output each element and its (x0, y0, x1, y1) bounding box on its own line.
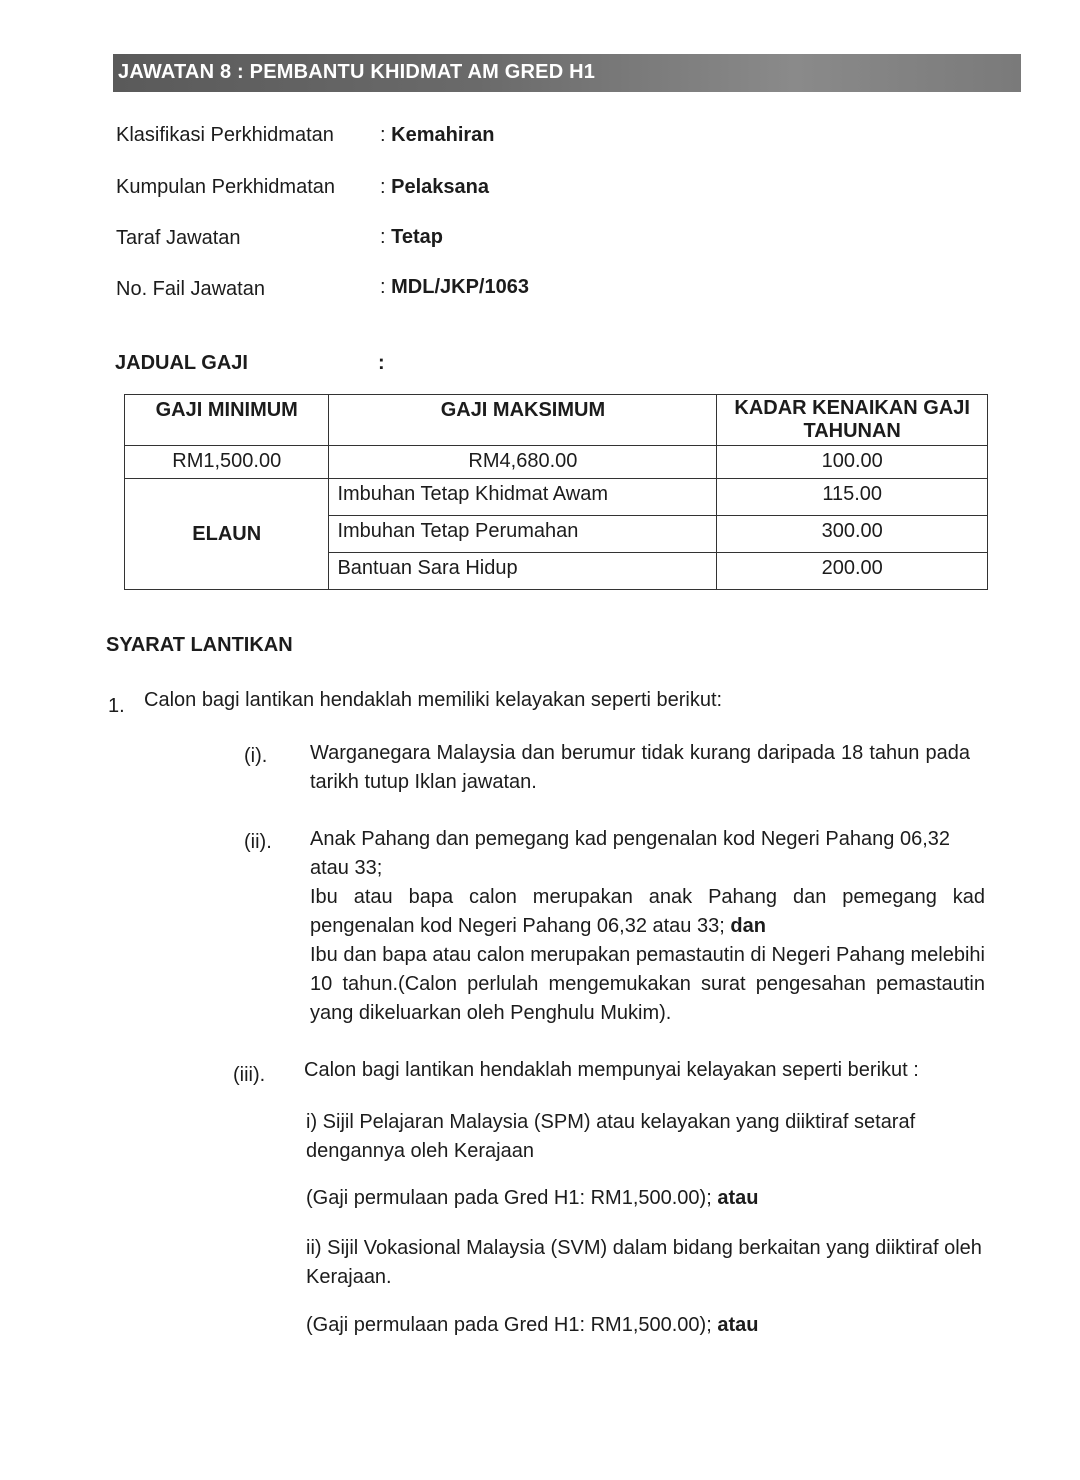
page-title: JAWATAN 8 : PEMBANTU KHIDMAT AM GRED H1 (118, 61, 596, 83)
syarat-item-iii: Calon bagi lantikan hendaklah mempunyai kelayakan seperti berikut : (304, 1059, 919, 1081)
header-gaji-maksimum: GAJI MAKSIMUM (329, 395, 717, 446)
header-gaji-minimum: GAJI MINIMUM (125, 395, 329, 446)
roman-numeral: (iii). (233, 1064, 266, 1086)
cell-elaun-label: ELAUN (125, 479, 329, 590)
cell-elaun-amount: 300.00 (717, 516, 988, 553)
roman-numeral: (i). (244, 745, 268, 767)
info-value-klasifikasi: : Kemahiran (380, 124, 495, 146)
sub-item-svm: ii) Sijil Vokasional Malaysia (SVM) dalam bidang berkaitan yang diiktiraf oleh Kerajaan. (306, 1237, 982, 1288)
jadual-gaji-label: JADUAL GAJI (115, 352, 248, 374)
cell-elaun-amount: 115.00 (717, 479, 988, 516)
sub-item-spm: i) Sijil Pelajaran Malaysia (SPM) atau kelayakan yang diiktiraf setaraf dengannya oleh Kerajaan (306, 1111, 916, 1162)
cell-kadar-kenaikan: 100.00 (717, 446, 988, 479)
roman-numeral: (ii). (244, 831, 272, 853)
list-number: 1. (108, 695, 125, 717)
info-value-kumpulan: : Pelaksana (380, 176, 489, 198)
sub-item-svm-gaji: (Gaji permulaan pada Gred H1: RM1,500.00); atau (306, 1314, 759, 1336)
info-value-fail: : MDL/JKP/1063 (380, 276, 529, 298)
cell-elaun-name: Bantuan Sara Hidup (329, 553, 717, 590)
info-label-kumpulan: Kumpulan Perkhidmatan (116, 176, 336, 198)
syarat-item-ii-line3: Ibu dan bapa atau calon merupakan pemastautin di Negeri Pahang melebihi 10 tahun.(Calon perlulah mengemukakan surat pengesahan pemastautin yang dikeluarkan oleh Penghulu Mukim). (310, 944, 985, 1024)
cell-elaun-name: Imbuhan Tetap Perumahan (329, 516, 717, 553)
table-row (125, 446, 988, 479)
section-title-syarat: SYARAT LANTIKAN (106, 634, 293, 656)
cell-gaji-maksimum: RM4,680.00 (329, 446, 717, 479)
syarat-item-ii-line1: Anak Pahang dan pemegang kad pengenalan kod Negeri Pahang 06,32 atau 33; (310, 828, 950, 879)
info-value-taraf: : Tetap (380, 226, 443, 248)
header-kadar-kenaikan: KADAR KENAIKAN GAJI TAHUNAN (717, 395, 988, 446)
info-label-taraf: Taraf Jawatan (116, 227, 241, 249)
jadual-gaji-colon: : (378, 352, 385, 374)
syarat-item-ii-line2: Ibu atau bapa calon merupakan anak Pahang dan pemegang kad pengenalan kod Negeri Pahang 06,32 atau 33; dan (310, 886, 985, 937)
cell-elaun-amount: 200.00 (717, 553, 988, 590)
syarat-item-ii (310, 825, 985, 1028)
salary-table (124, 394, 988, 590)
table-header-row (125, 395, 988, 446)
table-row (125, 479, 988, 516)
syarat-intro: Calon bagi lantikan hendaklah memiliki kelayakan seperti berikut: (144, 689, 723, 711)
info-label-fail: No. Fail Jawatan (116, 278, 265, 300)
info-label-klasifikasi: Klasifikasi Perkhidmatan (116, 124, 334, 146)
cell-elaun-name: Imbuhan Tetap Khidmat Awam (329, 479, 717, 516)
syarat-item-i: Warganegara Malaysia dan berumur tidak kurang daripada 18 tahun pada tarikh tutup Iklan jawatan. (310, 742, 970, 793)
cell-gaji-minimum: RM1,500.00 (125, 446, 329, 479)
sub-item-spm-gaji: (Gaji permulaan pada Gred H1: RM1,500.00); atau (306, 1187, 759, 1209)
